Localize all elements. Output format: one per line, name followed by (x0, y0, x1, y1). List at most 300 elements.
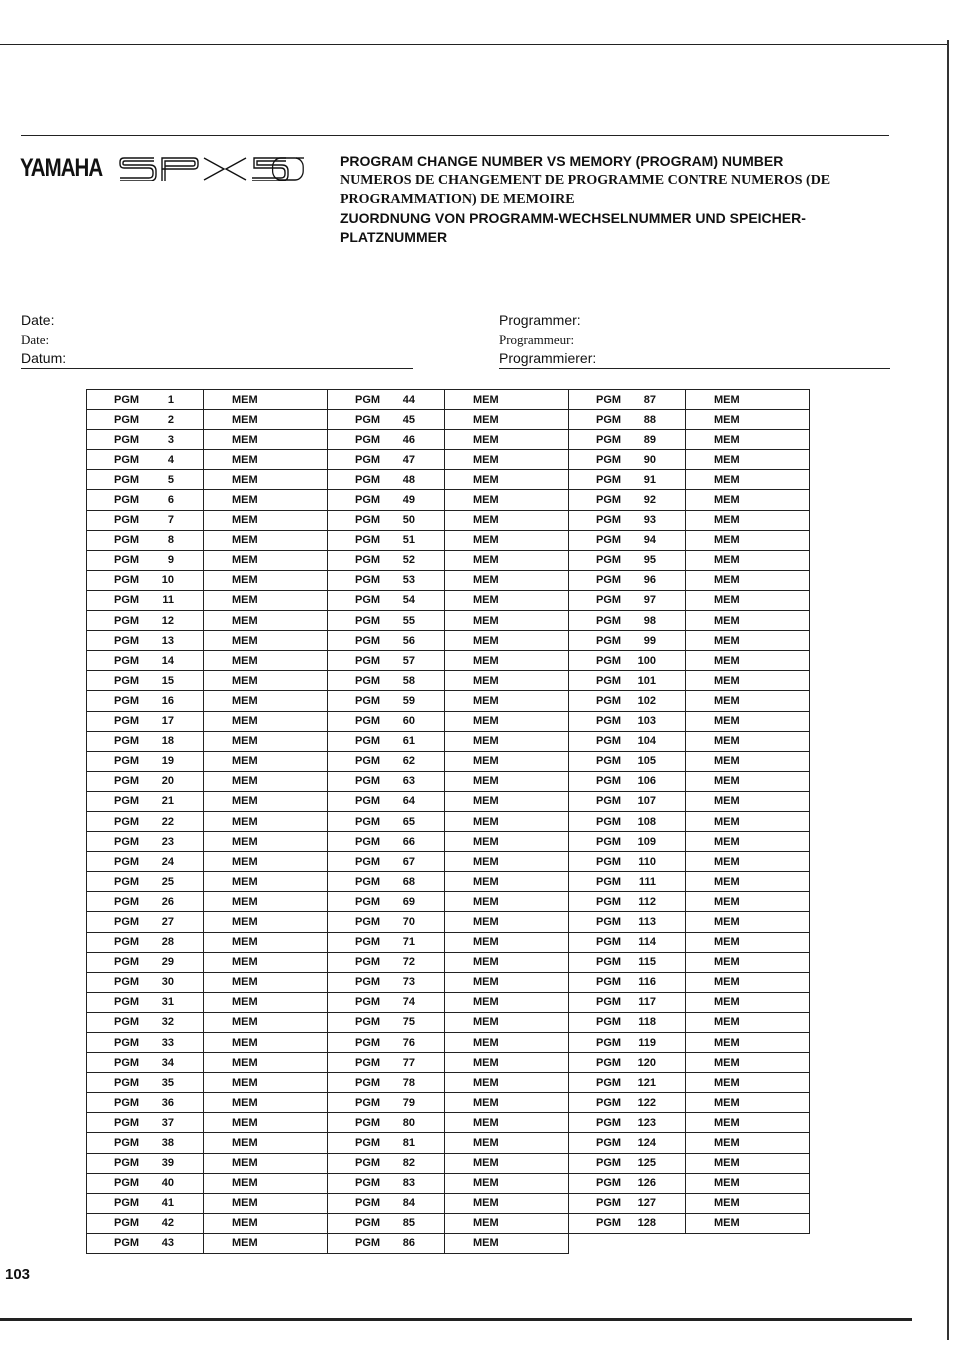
pgm-number: 88 (643, 413, 656, 426)
pgm-number: 92 (643, 494, 656, 507)
mem-cell[interactable] (445, 570, 569, 590)
pgm-number: 66 (402, 835, 415, 848)
mem-cell[interactable] (445, 470, 569, 490)
pgm-label: PGM (114, 1237, 140, 1250)
mem-cell[interactable] (686, 872, 810, 892)
pgm-cell (569, 390, 686, 410)
mem-label: MEM (232, 715, 258, 728)
mem-cell[interactable] (204, 1173, 328, 1193)
pgm-label: PGM (355, 895, 381, 908)
mem-cell[interactable] (686, 832, 810, 852)
mem-cell[interactable] (204, 631, 328, 651)
pgm-number: 54 (402, 594, 415, 607)
pgm-cell (87, 1113, 204, 1133)
mem-cell[interactable] (686, 1093, 810, 1113)
mem-cell[interactable] (445, 711, 569, 731)
mem-cell[interactable] (686, 470, 810, 490)
mem-cell[interactable] (204, 932, 328, 952)
mem-cell[interactable] (445, 410, 569, 430)
mem-cell[interactable] (686, 852, 810, 872)
pgm-number: 3 (167, 433, 174, 446)
mem-label: MEM (714, 473, 740, 486)
mem-cell[interactable] (445, 751, 569, 771)
mem-cell[interactable] (445, 992, 569, 1012)
mem-label: MEM (473, 915, 499, 928)
mem-cell[interactable] (686, 972, 810, 992)
pgm-number: 95 (643, 554, 656, 567)
mem-cell[interactable] (204, 470, 328, 490)
pgm-cell (328, 490, 445, 510)
mem-label: MEM (232, 1076, 258, 1089)
pgm-cell (328, 631, 445, 651)
mem-cell[interactable] (204, 651, 328, 671)
pgm-label: PGM (114, 1076, 140, 1089)
date-label-en: Date: (21, 312, 55, 328)
pgm-label: PGM (114, 1217, 140, 1230)
mem-cell[interactable] (686, 550, 810, 570)
pgm-number: 2 (167, 413, 174, 426)
mem-cell[interactable] (445, 1233, 569, 1253)
pgm-cell (569, 1113, 686, 1133)
mem-cell[interactable] (445, 490, 569, 510)
mem-label: MEM (232, 554, 258, 567)
mem-cell[interactable] (445, 390, 569, 410)
mem-label: MEM (714, 453, 740, 466)
mem-cell[interactable] (445, 631, 569, 651)
pgm-label: PGM (355, 936, 381, 949)
mem-cell[interactable] (204, 992, 328, 1012)
mem-cell[interactable] (445, 771, 569, 791)
mem-cell[interactable] (686, 450, 810, 470)
mem-cell[interactable] (204, 671, 328, 691)
mem-cell[interactable] (204, 1113, 328, 1133)
pgm-label: PGM (114, 534, 140, 547)
pgm-number: 119 (638, 1036, 656, 1049)
mem-cell[interactable] (204, 1233, 328, 1253)
pgm-label: PGM (114, 755, 140, 768)
table-row (87, 731, 810, 751)
mem-label: MEM (232, 976, 258, 989)
mem-cell[interactable] (445, 510, 569, 530)
pgm-number: 53 (402, 574, 415, 587)
pgm-cell (569, 530, 686, 550)
pgm-label: PGM (596, 895, 622, 908)
mem-label: MEM (473, 855, 499, 868)
mem-cell[interactable] (204, 711, 328, 731)
header-rule (21, 135, 889, 136)
pgm-label: PGM (114, 775, 140, 788)
pgm-number: 67 (402, 855, 415, 868)
pgm-label: PGM (355, 694, 381, 707)
mem-cell[interactable] (445, 872, 569, 892)
pgm-cell (569, 1073, 686, 1093)
pgm-number: 97 (643, 594, 656, 607)
pgm-cell (87, 430, 204, 450)
mem-cell[interactable] (445, 1133, 569, 1153)
mem-cell[interactable] (445, 1073, 569, 1093)
pgm-cell (328, 751, 445, 771)
pgm-label: PGM (596, 755, 622, 768)
mem-cell[interactable] (445, 1193, 569, 1213)
pgm-number: 52 (402, 554, 415, 567)
pgm-cell (569, 892, 686, 912)
mem-label: MEM (473, 1016, 499, 1029)
pgm-cell (87, 1133, 204, 1153)
pgm-cell (569, 691, 686, 711)
mem-cell[interactable] (686, 410, 810, 430)
mem-cell[interactable] (445, 1213, 569, 1233)
pgm-cell (328, 510, 445, 530)
pgm-label: PGM (114, 554, 140, 567)
mem-cell[interactable] (445, 550, 569, 570)
pgm-number: 29 (161, 956, 174, 969)
mem-cell[interactable] (686, 1073, 810, 1093)
mem-label: MEM (714, 735, 740, 748)
mem-cell[interactable] (204, 1133, 328, 1153)
mem-cell[interactable] (445, 1093, 569, 1113)
mem-cell[interactable] (204, 872, 328, 892)
pgm-cell (328, 550, 445, 570)
mem-cell[interactable] (686, 1053, 810, 1073)
mem-label: MEM (473, 674, 499, 687)
mem-cell[interactable] (686, 430, 810, 450)
mem-cell[interactable] (445, 852, 569, 872)
mem-cell[interactable] (204, 852, 328, 872)
mem-cell[interactable] (204, 952, 328, 972)
pgm-cell (328, 1033, 445, 1053)
mem-cell[interactable] (204, 410, 328, 430)
mem-cell[interactable] (445, 1173, 569, 1193)
mem-cell[interactable] (686, 912, 810, 932)
mem-cell[interactable] (204, 1093, 328, 1113)
mem-cell[interactable] (445, 1033, 569, 1053)
mem-cell[interactable] (686, 1173, 810, 1193)
mem-cell[interactable] (686, 590, 810, 610)
mem-cell[interactable] (204, 691, 328, 711)
mem-label: MEM (232, 514, 258, 527)
mem-label: MEM (473, 494, 499, 507)
mem-label: MEM (714, 815, 740, 828)
pgm-number: 44 (402, 393, 415, 406)
mem-label: MEM (232, 795, 258, 808)
table-row (87, 1193, 810, 1213)
title-english: PROGRAM CHANGE NUMBER VS MEMORY (PROGRAM) NUMBER (340, 153, 784, 169)
mem-cell[interactable] (204, 490, 328, 510)
pgm-number: 41 (161, 1197, 174, 1210)
mem-cell[interactable] (445, 892, 569, 912)
mem-cell[interactable] (445, 671, 569, 691)
mem-cell[interactable] (204, 1053, 328, 1073)
table-row (87, 430, 810, 450)
mem-cell[interactable] (445, 590, 569, 610)
pgm-number: 101 (637, 674, 656, 687)
pgm-cell (328, 530, 445, 550)
pgm-number: 56 (402, 634, 415, 647)
table-row (87, 832, 810, 852)
mem-cell[interactable] (686, 490, 810, 510)
mem-cell[interactable] (204, 751, 328, 771)
pgm-number: 30 (161, 976, 174, 989)
mem-label: MEM (714, 835, 740, 848)
pgm-number: 45 (402, 413, 415, 426)
mem-cell[interactable] (445, 530, 569, 550)
mem-label: MEM (714, 915, 740, 928)
pgm-cell (328, 892, 445, 912)
pgm-number: 111 (638, 875, 656, 888)
mem-cell[interactable] (204, 450, 328, 470)
mem-cell[interactable] (686, 631, 810, 651)
pgm-label: PGM (355, 775, 381, 788)
mem-cell[interactable] (686, 892, 810, 912)
pgm-label: PGM (596, 735, 622, 748)
pgm-cell (328, 570, 445, 590)
mem-cell[interactable] (686, 671, 810, 691)
mem-cell[interactable] (204, 1213, 328, 1233)
pgm-cell (328, 952, 445, 972)
pgm-cell (328, 1073, 445, 1093)
mem-label: MEM (232, 473, 258, 486)
mem-cell[interactable] (686, 1153, 810, 1173)
table-row (87, 791, 810, 811)
pgm-cell (87, 972, 204, 992)
mem-cell[interactable] (204, 731, 328, 751)
pgm-label: PGM (114, 1177, 140, 1190)
mem-label: MEM (714, 1076, 740, 1089)
pgm-label: PGM (596, 1096, 622, 1109)
pgm-cell (569, 651, 686, 671)
pgm-number: 62 (402, 755, 415, 768)
mem-cell[interactable] (204, 590, 328, 610)
mem-cell[interactable] (445, 651, 569, 671)
mem-label: MEM (473, 634, 499, 647)
pgm-number: 102 (637, 694, 656, 707)
mem-cell[interactable] (445, 450, 569, 470)
pgm-number: 22 (161, 815, 174, 828)
pgm-number: 127 (637, 1197, 656, 1210)
mem-cell[interactable] (204, 390, 328, 410)
pgm-label: PGM (355, 1217, 381, 1230)
pgm-label: PGM (114, 1137, 140, 1150)
pgm-cell (328, 611, 445, 631)
pgm-cell (569, 470, 686, 490)
pgm-cell (569, 952, 686, 972)
pgm-number: 82 (402, 1157, 415, 1170)
pgm-number: 96 (643, 574, 656, 587)
pgm-cell (328, 932, 445, 952)
mem-cell[interactable] (204, 530, 328, 550)
mem-cell[interactable] (204, 550, 328, 570)
mem-cell[interactable] (204, 791, 328, 811)
mem-cell[interactable] (686, 570, 810, 590)
mem-cell[interactable] (204, 811, 328, 831)
mem-cell[interactable] (445, 611, 569, 631)
mem-cell[interactable] (686, 1012, 810, 1032)
mem-label: MEM (232, 1116, 258, 1129)
pgm-label: PGM (355, 1036, 381, 1049)
pgm-cell (328, 852, 445, 872)
mem-cell[interactable] (204, 771, 328, 791)
mem-label: MEM (232, 936, 258, 949)
table-row (87, 651, 810, 671)
mem-cell[interactable] (686, 510, 810, 530)
mem-cell[interactable] (204, 912, 328, 932)
mem-cell[interactable] (686, 1133, 810, 1153)
mem-cell[interactable] (445, 691, 569, 711)
pgm-label: PGM (355, 674, 381, 687)
mem-cell[interactable] (686, 390, 810, 410)
pgm-cell (87, 1012, 204, 1032)
empty-cell (569, 1233, 686, 1253)
pgm-label: PGM (355, 1137, 381, 1150)
table-row (87, 1153, 810, 1173)
pgm-label: PGM (355, 875, 381, 888)
mem-cell[interactable] (686, 952, 810, 972)
mem-cell[interactable] (445, 791, 569, 811)
date-field (21, 311, 413, 369)
mem-cell[interactable] (445, 731, 569, 751)
pgm-number: 104 (637, 735, 656, 748)
logo (20, 152, 313, 184)
mem-cell[interactable] (686, 751, 810, 771)
mem-cell[interactable] (445, 430, 569, 450)
pgm-label: PGM (596, 393, 622, 406)
mem-cell[interactable] (686, 932, 810, 952)
pgm-number: 65 (402, 815, 415, 828)
mem-cell[interactable] (204, 972, 328, 992)
pgm-cell (569, 490, 686, 510)
table-row (87, 1053, 810, 1073)
pgm-number: 20 (161, 775, 174, 788)
mem-cell[interactable] (686, 691, 810, 711)
pgm-number: 4 (167, 453, 174, 466)
mem-cell[interactable] (686, 1213, 810, 1233)
pgm-label: PGM (355, 755, 381, 768)
table-row (87, 771, 810, 791)
mem-cell[interactable] (445, 1113, 569, 1133)
pgm-number: 47 (402, 453, 415, 466)
pgm-cell (87, 550, 204, 570)
pgm-label: PGM (114, 1157, 140, 1170)
mem-cell[interactable] (445, 1053, 569, 1073)
table-row (87, 972, 810, 992)
mem-label: MEM (714, 775, 740, 788)
mem-cell[interactable] (686, 1033, 810, 1053)
pgm-number: 17 (161, 715, 174, 728)
bottom-rule (0, 1318, 912, 1321)
table-row (87, 811, 810, 831)
pgm-number: 19 (161, 755, 174, 768)
mem-cell[interactable] (204, 510, 328, 530)
pgm-cell (328, 711, 445, 731)
pgm-label: PGM (355, 554, 381, 567)
pgm-cell (328, 872, 445, 892)
mem-cell[interactable] (445, 952, 569, 972)
mem-cell[interactable] (686, 992, 810, 1012)
mem-cell[interactable] (445, 912, 569, 932)
mem-label: MEM (232, 755, 258, 768)
mem-label: MEM (473, 996, 499, 1009)
mem-cell[interactable] (445, 1153, 569, 1173)
mem-cell[interactable] (204, 611, 328, 631)
pgm-label: PGM (355, 1197, 381, 1210)
pgm-label: PGM (596, 996, 622, 1009)
mem-cell[interactable] (686, 791, 810, 811)
pgm-number: 77 (402, 1056, 415, 1069)
mem-cell[interactable] (204, 570, 328, 590)
mem-cell[interactable] (445, 811, 569, 831)
pgm-label: PGM (114, 433, 140, 446)
pgm-label: PGM (114, 956, 140, 969)
mem-cell[interactable] (686, 811, 810, 831)
mem-label: MEM (714, 514, 740, 527)
pgm-number: 15 (161, 674, 174, 687)
pgm-number: 16 (161, 694, 174, 707)
pgm-label: PGM (355, 393, 381, 406)
mem-label: MEM (232, 956, 258, 969)
pgm-cell (87, 872, 204, 892)
pgm-label: PGM (114, 1016, 140, 1029)
mem-cell[interactable] (686, 771, 810, 791)
mem-cell[interactable] (445, 1012, 569, 1032)
pgm-number: 60 (402, 715, 415, 728)
mem-cell[interactable] (204, 832, 328, 852)
mem-cell[interactable] (686, 530, 810, 550)
mem-cell[interactable] (686, 711, 810, 731)
mem-cell[interactable] (204, 892, 328, 912)
pgm-number: 108 (637, 815, 656, 828)
mem-cell[interactable] (204, 1073, 328, 1093)
mem-cell[interactable] (686, 731, 810, 751)
mem-cell[interactable] (204, 1012, 328, 1032)
mem-cell[interactable] (204, 1153, 328, 1173)
mem-cell[interactable] (204, 1033, 328, 1053)
mem-cell[interactable] (686, 651, 810, 671)
pgm-label: PGM (596, 1056, 622, 1069)
pgm-number: 55 (402, 614, 415, 627)
table-row (87, 510, 810, 530)
pgm-number: 13 (161, 634, 174, 647)
pgm-label: PGM (355, 855, 381, 868)
mem-cell[interactable] (686, 1113, 810, 1133)
pgm-cell (87, 691, 204, 711)
mem-cell[interactable] (204, 430, 328, 450)
pgm-label: PGM (355, 473, 381, 486)
mem-cell[interactable] (204, 1193, 328, 1213)
pgm-label: PGM (355, 413, 381, 426)
pgm-cell (569, 1093, 686, 1113)
pgm-label: PGM (596, 835, 622, 848)
pgm-label: PGM (596, 1197, 622, 1210)
mem-cell[interactable] (445, 832, 569, 852)
table-row (87, 852, 810, 872)
pgm-number: 114 (638, 936, 656, 949)
pgm-cell (328, 811, 445, 831)
mem-cell[interactable] (686, 611, 810, 631)
mem-cell[interactable] (445, 932, 569, 952)
pgm-cell (328, 972, 445, 992)
pgm-cell (569, 550, 686, 570)
pgm-label: PGM (355, 1157, 381, 1170)
mem-label: MEM (232, 594, 258, 607)
pgm-number: 79 (402, 1096, 415, 1109)
mem-cell[interactable] (686, 1193, 810, 1213)
pgm-cell (569, 1033, 686, 1053)
mem-cell[interactable] (445, 972, 569, 992)
pgm-label: PGM (355, 514, 381, 527)
pgm-number: 126 (637, 1177, 656, 1190)
pgm-number: 59 (402, 694, 415, 707)
pgm-cell (87, 671, 204, 691)
